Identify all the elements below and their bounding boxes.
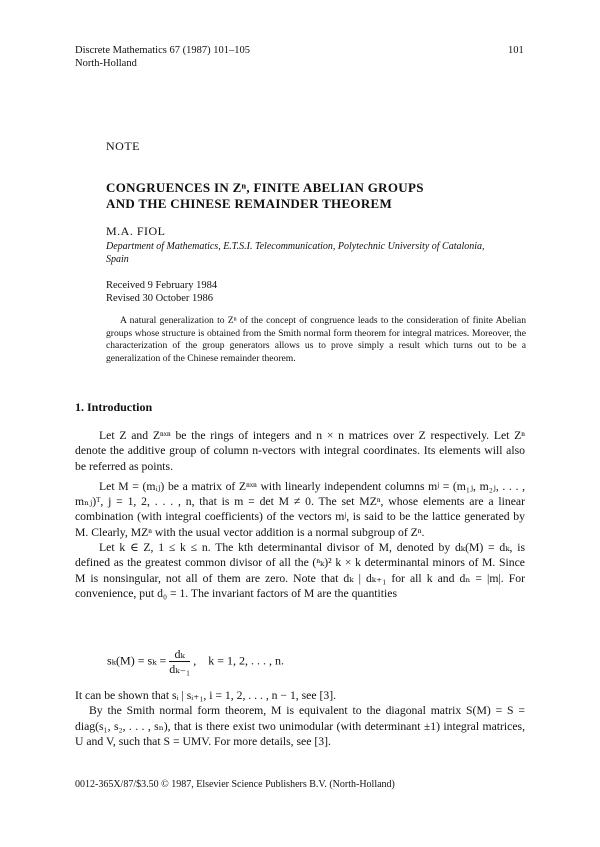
equation-lhs: sₖ(M) = sₖ = <box>107 653 167 668</box>
equation-numerator: dₖ <box>169 647 190 662</box>
title-line-1: CONGRUENCES IN Zⁿ, FINITE ABELIAN GROUPS <box>106 180 424 195</box>
paragraph-2: Let M = (mᵢⱼ) be a matrix of Zⁿˣⁿ with linearly independent columns mʲ = (m₁ⱼ, m₂ⱼ, . . . , mₙⱼ)ᵀ, j = 1, 2, . . . , n, that is m = det M ≠ 0. The set MZⁿ, whose elements are a linear combination (with integral coefficients) of the vectors mʲ, is said to be the lattice generated by M. Clearly, MZⁿ with the usual vector addition is a normal subgroup of Zⁿ. <box>75 479 525 539</box>
title-line-2: AND THE CHINESE REMAINDER THEOREM <box>106 196 393 211</box>
paragraph-3: Let k ∈ Z, 1 ≤ k ≤ n. The kth determinantal divisor of M, denoted by dₖ(M) = dₖ, is defined as the greatest common divisor of all the (ⁿₖ)² k × k determinantal minors of M. Since M is nonsingular, not all of them are zero. Note that dₖ | dₖ₊₁ for all k and dₙ = |m|. For convenience, put d₀ = 1. The invariant factors of M are the quantities <box>75 541 525 600</box>
abstract: A natural generalization to Zⁿ of the concept of congruence leads to the consideration of finite Abelian groups whose structure is obtained from the Smith normal form theorem for integral matrices. Moreover, the characterization of the group generators allows us to prove simply a result which turns out to be a generalization of the Chinese remainder theorem. <box>106 315 526 364</box>
received-date: Received 9 February 1984 <box>106 280 218 291</box>
affiliation-line-1: Department of Mathematics, E.T.S.I. Telecommunication, Polytechnic University of Catalonia, <box>106 241 485 252</box>
author: M.A. FIOL <box>106 224 166 238</box>
section-heading: 1. Introduction <box>75 400 153 414</box>
section-body <box>75 428 525 601</box>
paragraph-1: Let Z and Zⁿˣⁿ be the rings of integers and n × n matrices over Z respectively. Let Zⁿ denote the additive group of column n-vectors with integral coordinates. Its elements will also be referred as points. <box>75 429 525 473</box>
publisher: North-Holland <box>75 58 137 69</box>
page-number: 101 <box>508 45 524 56</box>
affiliation-line-2: Spain <box>106 254 129 265</box>
running-header <box>75 44 250 70</box>
section-body-continued <box>75 688 525 749</box>
revised-date: Revised 30 October 1986 <box>106 293 214 304</box>
equation-denominator: dₖ₋₁ <box>169 662 191 676</box>
paragraph-4: It can be shown that sᵢ | sᵢ₊₁, i = 1, 2, . . . , n − 1, see [3]. <box>75 689 337 702</box>
note-label: NOTE <box>106 139 140 153</box>
dates <box>106 279 217 305</box>
equation-fraction <box>169 647 190 676</box>
invariant-factor-equation <box>107 647 284 676</box>
journal-citation: Discrete Mathematics 67 (1987) 101–105 <box>75 45 250 56</box>
affiliation <box>106 240 536 266</box>
article-title <box>106 180 526 212</box>
paragraph-5: By the Smith normal form theorem, M is equivalent to the diagonal matrix S(M) = S = diag(s₁, s₂, . . . , sₙ), that is there exist two unimodular (with determinant ±1) integral matrices, U and V, such that S = UMV. For more details, see [3]. <box>75 704 525 748</box>
copyright-footer: 0012-365X/87/$3.50 © 1987, Elsevier Science Publishers B.V. (North-Holland) <box>75 779 395 790</box>
equation-rhs: , k = 1, 2, . . . , n. <box>193 653 284 668</box>
